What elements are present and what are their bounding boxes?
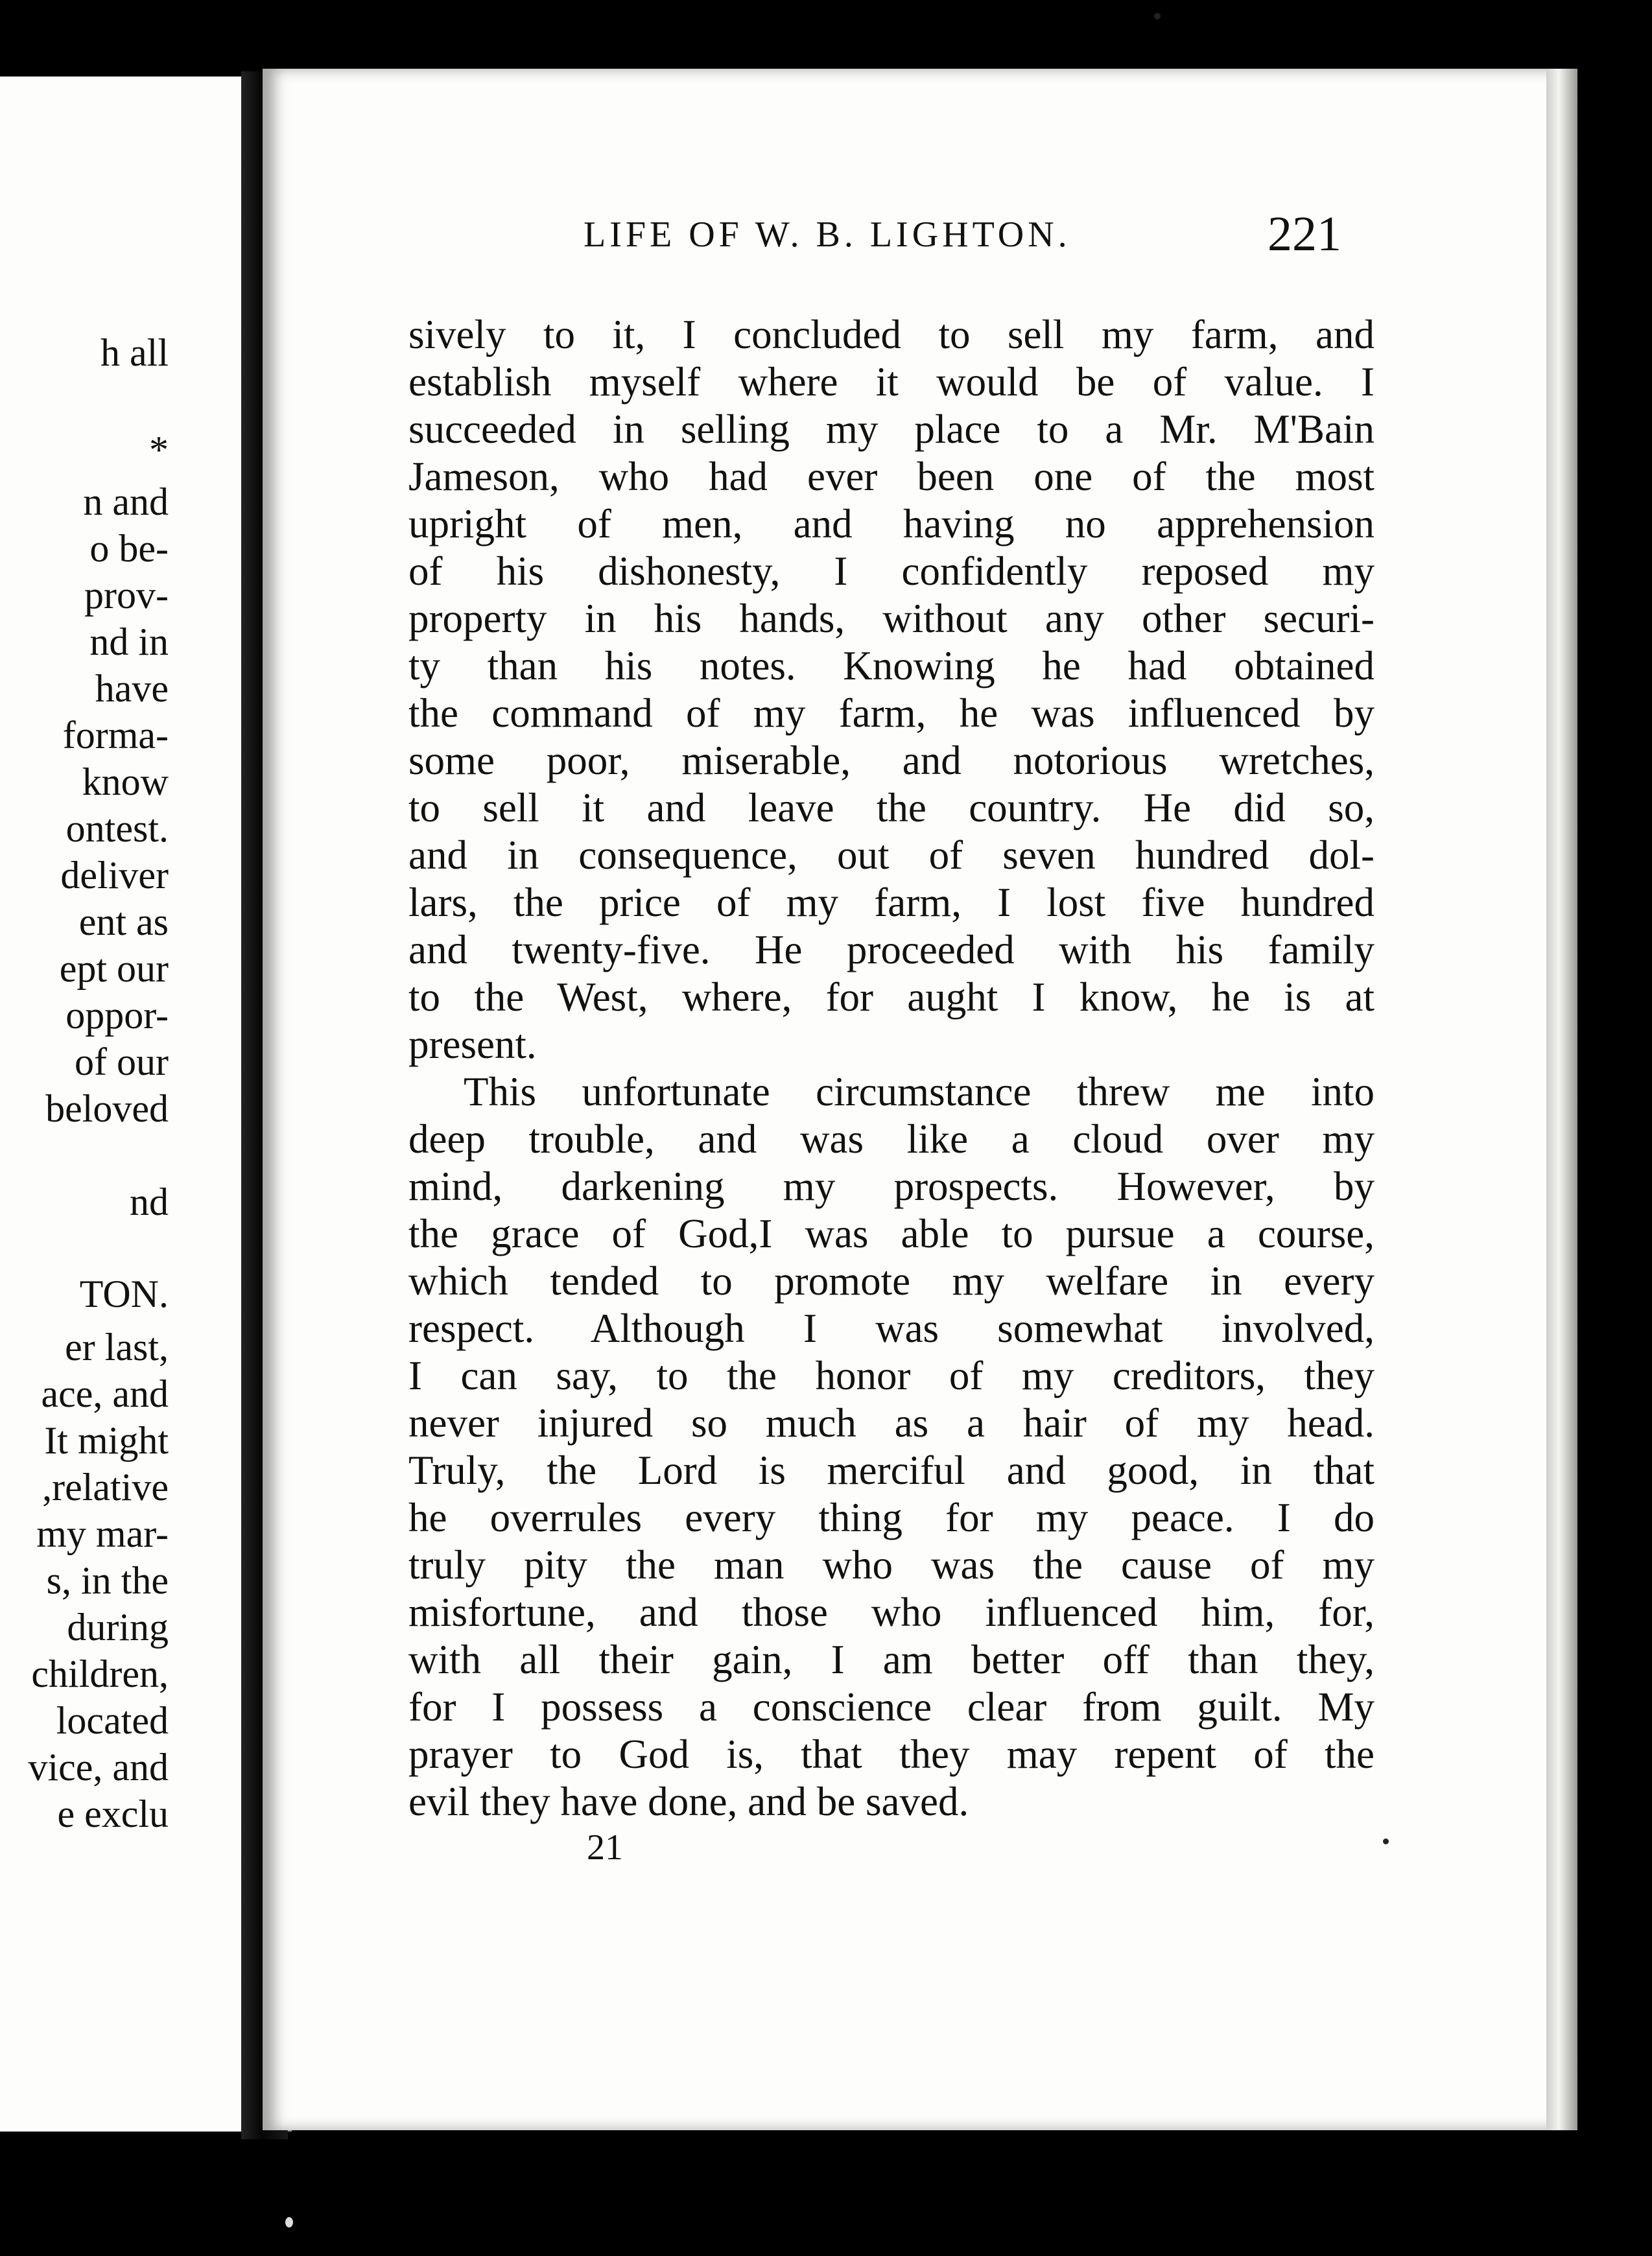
text-line: deep trouble, and was like a cloud over my (408, 1116, 1375, 1162)
text-line: truly pity the man who was the cause of my (408, 1542, 1375, 1588)
text-line: to sell it and leave the country. He did so, (408, 785, 1375, 830)
text-line: property in his hands, without any other securi- (408, 596, 1375, 641)
text-line: I can say, to the honor of my creditors, they (408, 1353, 1375, 1398)
left-line: my mar- (36, 1512, 169, 1555)
left-line: during (67, 1606, 169, 1649)
left-line: vice, and (28, 1746, 169, 1789)
text-line: of his dishonesty, I confidently reposed my (408, 548, 1375, 594)
text-line: some poor, miserable, and notorious wretches, (408, 738, 1375, 783)
text-line: which tended to promote my welfare in every (408, 1258, 1375, 1304)
left-line: e exclu (57, 1792, 169, 1835)
left-line: o be- (89, 527, 169, 570)
page-number: 221 (1268, 207, 1341, 261)
text-line: ty than his notes. Knowing he had obtained (408, 643, 1375, 688)
left-line: oppor- (65, 994, 169, 1037)
text-line: evil they have done, and be saved. (408, 1779, 969, 1824)
dust-speck (285, 2217, 293, 2227)
text-line: sively to it, I concluded to sell my farm, and (408, 312, 1375, 357)
left-line: * (149, 429, 169, 471)
left-line: nd in (89, 620, 169, 663)
signature-mark: 21 (587, 1827, 623, 1868)
left-line: children, (31, 1652, 169, 1695)
left-line: nd (130, 1181, 169, 1223)
left-line: ent as (78, 900, 169, 943)
text-line: This unfortunate circumstance threw me into (464, 1069, 1375, 1114)
left-line: s, in the (46, 1559, 169, 1602)
text-line: establish myself where it would be of value. I (408, 359, 1375, 405)
dust-speck (1154, 13, 1161, 19)
text-line: the command of my farm, he was influenced by (408, 690, 1375, 736)
left-line: forma- (62, 714, 169, 757)
page-edge (1546, 69, 1577, 2130)
text-line: succeeded in selling my place to a Mr. M'Bain (408, 406, 1375, 452)
left-line: er last, (65, 1326, 169, 1369)
text-line: Jameson, who had ever been one of the most (408, 454, 1375, 499)
text-line: for I possess a conscience clear from guilt. My (408, 1684, 1375, 1730)
left-line: TON. (79, 1273, 169, 1315)
left-line: know (82, 760, 169, 803)
left-line: beloved (45, 1087, 169, 1130)
left-line: prov- (84, 574, 169, 617)
text-line: misfortune, and those who influenced him, for, (408, 1590, 1375, 1635)
left-line: It might (44, 1419, 169, 1462)
text-line: mind, darkening my prospects. However, by (408, 1164, 1375, 1209)
text-line: respect. Although I was somewhat involved, (408, 1306, 1375, 1351)
text-line: the grace of God,I was able to pursue a course, (408, 1211, 1375, 1256)
running-head: LIFE OF W. B. LIGHTON. (584, 215, 1071, 255)
text-line: with all their gain, I am better off than they, (408, 1637, 1375, 1682)
text-line: and twenty-five. He proceeded with his family (408, 927, 1375, 972)
left-line: of our (75, 1040, 169, 1083)
left-line: ace, and (41, 1372, 169, 1415)
left-line: ,relative (42, 1466, 169, 1509)
dust-speck (1383, 1839, 1389, 1844)
text-line: never injured so much as a hair of my head. (408, 1400, 1375, 1446)
text-line: prayer to God is, that they may repent of the (408, 1732, 1375, 1777)
text-line: upright of men, and having no apprehension (408, 501, 1375, 546)
text-line: Truly, the Lord is merciful and good, in that (408, 1448, 1375, 1493)
left-line: deliver (60, 854, 169, 897)
text-line: present. (408, 1022, 537, 1067)
text-line: lars, the price of my farm, I lost five hundred (408, 880, 1375, 925)
text-line: and in consequence, out of seven hundred dol- (408, 832, 1375, 878)
left-line: ontest. (65, 807, 169, 850)
left-line: n and (83, 480, 169, 523)
text-line: he overrules every thing for my peace. I do (408, 1495, 1375, 1540)
left-line: ept our (59, 947, 169, 990)
left-line: located (56, 1699, 169, 1742)
left-line: have (95, 667, 169, 710)
text-line: to the West, where, for aught I know, he is at (408, 974, 1375, 1020)
left-line: h all (100, 331, 169, 374)
